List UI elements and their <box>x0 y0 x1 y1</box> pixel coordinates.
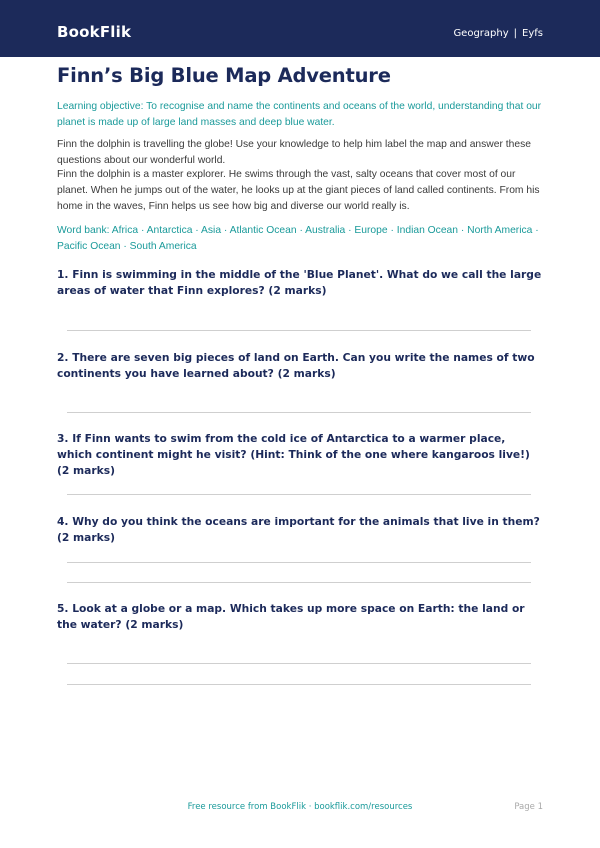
subject-label: Geography <box>453 28 509 39</box>
answer-line[interactable] <box>67 330 531 331</box>
learning-objective: Learning objective: To recognise and name the continents and oceans of the world, understanding that our planet is made up of large land masses and deep blue water. <box>57 101 542 128</box>
answer-line[interactable] <box>67 494 531 495</box>
word-bank: Word bank: Africa · Antarctica · Asia · Atlantic Ocean · Australia · Europe · Indian Ocean · North America · Pacific Ocean · South America <box>57 225 539 252</box>
brand-logo[interactable]: BookFlik <box>57 23 132 41</box>
answer-line[interactable] <box>67 684 531 685</box>
level-label: Eyfs <box>522 28 543 39</box>
footer-resource-link[interactable]: Free resource from BookFlik · bookflik.com/resources <box>187 802 413 812</box>
answer-line[interactable] <box>67 582 531 583</box>
answer-line[interactable] <box>67 663 531 664</box>
page-number: Page 1 <box>514 802 543 812</box>
question-1: 1. Finn is swimming in the middle of the 'Blue Planet'. What do we call the large areas of water that Finn explores? (2 marks) <box>57 268 542 297</box>
question-4: 4. Why do you think the oceans are important for the animals that live in them? (2 marks) <box>57 515 540 544</box>
meta-separator: | <box>513 28 518 39</box>
question-5: 5. Look at a globe or a map. Which takes up more space on Earth: the land or the water? (2 marks) <box>57 602 525 631</box>
answer-line[interactable] <box>67 562 531 563</box>
intro-text: Finn the dolphin is travelling the globe! Use your knowledge to help him label the map and answer these questions about our wonderful world. <box>57 139 531 166</box>
header-bar <box>0 0 600 57</box>
subject-level <box>453 28 543 39</box>
question-3: 3. If Finn wants to swim from the cold ice of Antarctica to a warmer place, which continent might he visit? (Hint: Think of the one where kangaroos live!) (2 marks) <box>57 432 530 477</box>
page-title: Finn’s Big Blue Map Adventure <box>57 64 391 87</box>
question-2: 2. There are seven big pieces of land on Earth. Can you write the names of two continents you have learned about? (2 marks) <box>57 351 535 380</box>
story-text: Finn the dolphin is a master explorer. He swims through the vast, salty oceans that cover most of our planet. When he jumps out of the water, he looks up at the giant pieces of land called continents. From his home in the waves, Finn helps us see how big and diverse our world really is. <box>57 169 540 212</box>
answer-line[interactable] <box>67 412 531 413</box>
